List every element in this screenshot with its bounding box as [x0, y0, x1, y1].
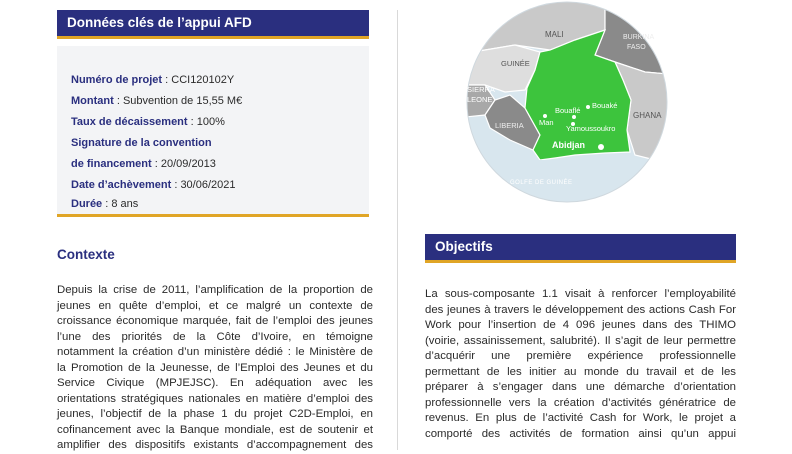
field-signature-label: Signature de la convention — [71, 137, 212, 149]
field-duration: Durée : 8 ans — [71, 198, 139, 210]
label-guinee: GUINÉE — [501, 59, 530, 68]
dot-abidjan — [598, 144, 604, 150]
objectifs-header: Objectifs — [425, 234, 736, 260]
label-abidjan: Abidjan — [552, 140, 585, 150]
label-bouake: Bouaké — [592, 101, 618, 110]
objectifs-text: La sous-composante 1.1 visait à renforcer l’employabilité des jeunes à travers le développement des actions Cash For Work pour l’insertion de 4 096 jeunes dans des THIMO (voirie, assainissement, salubrité). Il s’agit de leur permettre d’acquérir une première expérience professionnelle permettant de les initier au monde du travail et de les préparer à s’engager dans une démarche d’orientation professionnelle vers la création d’activités génératrice de revenus. En plus de l’activité Cash for Work, le projet a comporté des activités de formation ainsi qu’un appui — [425, 288, 736, 440]
label-yamoussoukro: Yamoussoukro — [566, 124, 616, 133]
key-data-top-rule — [57, 36, 369, 39]
contexte-text: Depuis la crise de 2011, l’amplification de la proportion de jeunes en quête d’emploi, et ce malgré un contexte de croissance économique marquée, fait de l’emploi des jeunes l’une des priorités de la Côte d’Ivoire, en témoigne notamment la création d’un ministère dédié : le Ministère de la Promotion de la Jeunesse, de l’Emploi des Jeunes et du Service Civique (MPJEJSC). En adéquation avec les orientations stratégiques nationales en matière d’emploi des jeunes, l’objectif de la phase 1 du projet C2D-Emploi, en cofinancement avec la Banque mondiale, est de soutenir et amplifier des dispositifs existants d’accompagnement des — [57, 284, 373, 451]
label-faso: FASO — [627, 44, 646, 51]
field-project-number: Numéro de projet : CCI120102Y — [71, 74, 235, 86]
label-man: Man — [539, 118, 554, 127]
label-ghana: GHANA — [633, 111, 662, 120]
objectifs-rule — [425, 260, 736, 263]
field-signature-date: de financement : 20/09/2013 — [71, 158, 216, 170]
contexte-title: Contexte — [57, 247, 115, 262]
dot-bouafle — [572, 115, 576, 119]
field-disbursement-rate: Taux de décaissement : 100% — [71, 116, 225, 128]
label-leone: LEONE — [467, 95, 493, 104]
key-data-bottom-rule — [57, 214, 369, 217]
column-divider — [397, 10, 398, 450]
label-burkina: BURKINA — [623, 34, 655, 41]
field-amount: Montant : Subvention de 15,55 M€ — [71, 95, 243, 107]
label-gulf: GOLFE DE GUINÉE — [510, 180, 573, 186]
label-mali: MALI — [545, 30, 564, 39]
field-completion-date: Date d’achèvement : 30/06/2021 — [71, 179, 236, 191]
label-sierra: SIERRA — [467, 85, 495, 94]
label-bouafle: Bouaflé — [555, 106, 581, 115]
label-liberia: LIBERIA — [495, 121, 524, 130]
key-data-header: Données clés de l’appui AFD — [57, 10, 369, 36]
dot-bouake — [586, 105, 590, 109]
country-map — [455, 0, 679, 205]
